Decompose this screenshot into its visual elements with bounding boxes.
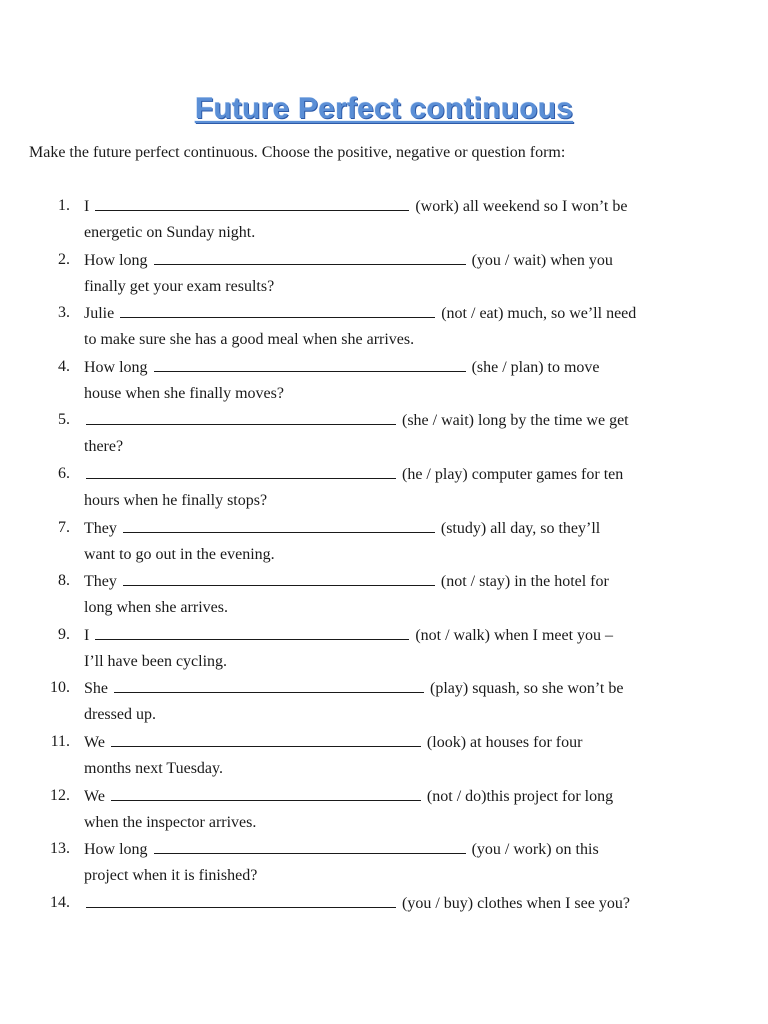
item-line-2: there? [84,438,124,456]
item-subject: Julie [84,305,115,323]
answer-blank[interactable] [111,731,421,747]
item-subject: We [84,733,105,751]
item-subject: She [84,680,108,698]
answer-blank[interactable] [154,249,466,265]
item-line-2: finally get your exam results? [84,277,275,295]
item-subject: How long [84,358,148,376]
item-prompt: (study) all day, so they’ll [440,519,601,537]
item-prompt: (look) at houses for four [426,733,583,751]
item-line-2: I’ll have been cycling. [84,652,228,670]
exercise-item-13 [0,838,768,892]
exercise-item-4 [0,356,768,410]
answer-blank[interactable] [154,838,466,854]
item-number: 7. [58,518,70,536]
item-line-1 [84,409,629,432]
item-line-1 [84,892,630,915]
item-line-1 [84,677,623,700]
exercise-item-6 [0,463,768,517]
exercise-item-3 [0,302,768,356]
item-prompt: (you / buy) clothes when I see you? [402,894,630,912]
item-subject: I [84,198,90,215]
answer-blank[interactable] [95,195,409,211]
item-subject: I [84,626,90,644]
item-number: 10. [50,679,70,697]
answer-blank[interactable] [123,570,435,586]
item-prompt: (play) squash, so she won’t be [430,680,624,698]
item-prompt: (you / wait) when you [471,251,613,269]
exercise-item-1 [0,195,768,249]
item-line-2: long when she arrives. [84,599,228,617]
item-number: 9. [58,625,70,643]
item-line-1 [84,249,613,272]
exercise-item-8 [0,570,768,624]
item-line-2: want to go out in the evening. [84,545,275,563]
item-number: 12. [50,786,70,804]
item-prompt: (work) all weekend so I won’t be [415,198,628,215]
item-number: 1. [58,197,70,214]
item-line-2: dressed up. [84,706,156,724]
item-subject: How long [84,841,148,859]
exercise-item-2 [0,249,768,303]
item-subject: They [84,519,117,537]
exercise-item-7 [0,517,768,571]
instruction-text: Make the future perfect continuous. Choose the positive, negative or question form: [29,144,566,161]
answer-blank[interactable] [120,302,435,318]
item-subject: How long [84,251,148,269]
answer-blank[interactable] [86,409,396,425]
answer-blank[interactable] [86,892,396,908]
exercise-item-5 [0,409,768,463]
item-line-1 [84,838,599,861]
exercise-item-11 [0,731,768,785]
item-line-2: months next Tuesday. [84,759,223,777]
item-subject: They [84,573,117,591]
item-line-1 [84,731,582,754]
answer-blank[interactable] [95,624,409,640]
exercise-item-12 [0,785,768,839]
exercise-item-14 [0,892,768,946]
item-number: 14. [50,893,70,911]
item-number: 5. [58,411,70,429]
item-prompt: (she / plan) to move [471,358,600,376]
item-number: 6. [58,464,70,482]
item-line-2: project when it is finished? [84,867,258,885]
worksheet-title: Future Perfect continuous [194,92,574,125]
item-number: 3. [58,304,70,322]
item-line-1 [84,356,600,379]
item-line-1 [84,517,600,540]
item-line-1 [84,195,627,218]
item-line-2: house when she finally moves? [84,384,284,402]
answer-blank[interactable] [123,517,435,533]
item-prompt: (not / walk) when I meet you – [415,626,614,644]
item-prompt: (not / eat) much, so we’ll need [441,305,637,323]
item-prompt: (he / play) computer games for ten [402,465,624,483]
answer-blank[interactable] [86,463,396,479]
item-line-1 [84,570,609,593]
item-line-2: hours when he finally stops? [84,491,268,509]
item-line-1 [84,785,613,808]
answer-blank[interactable] [114,677,424,693]
item-number: 8. [58,572,70,590]
item-number: 11. [50,732,70,750]
item-prompt: (not / stay) in the hotel for [440,573,609,591]
item-line-2: to make sure she has a good meal when she arrives. [84,331,415,349]
item-prompt: (you / work) on this [471,841,599,859]
item-line-1 [84,302,636,325]
item-number: 4. [58,357,70,375]
answer-blank[interactable] [111,785,421,801]
exercise-list [0,195,768,945]
exercise-item-10 [0,677,768,731]
answer-blank[interactable] [154,356,466,372]
exercise-item-9 [0,624,768,678]
item-prompt: (not / do)this project for long [426,787,614,805]
item-line-2: energetic on Sunday night. [84,224,256,241]
item-subject: We [84,787,105,805]
item-prompt: (she / wait) long by the time we get [402,412,629,430]
item-line-1 [84,463,623,486]
item-line-1 [84,624,613,647]
item-number: 2. [58,250,70,268]
item-number: 13. [50,840,70,858]
item-line-2: when the inspector arrives. [84,813,257,831]
